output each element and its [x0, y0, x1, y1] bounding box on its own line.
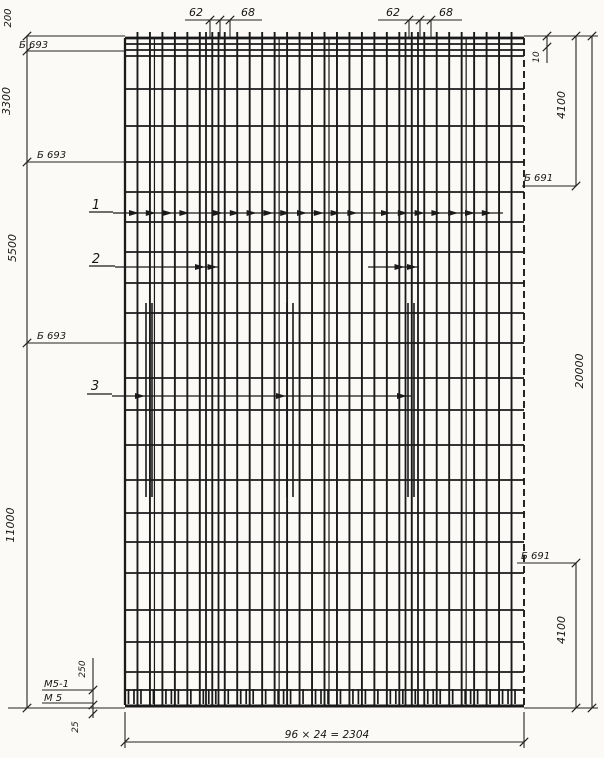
dim-label-11000: 11000 — [4, 507, 17, 543]
mesh-mark-b693-top: Б 693 — [19, 40, 49, 51]
dim-label-25: 25 — [71, 721, 81, 733]
dim-label-68-left: 68 — [241, 6, 255, 19]
dim-label-20000: 20000 — [573, 353, 586, 389]
mesh-mark-b691-top: Б 691 — [524, 173, 554, 184]
position-label-2: 2 — [91, 252, 101, 267]
dim-label-96x24-2304: 96 × 24 = 2304 — [284, 729, 370, 741]
dim-label-200: 200 — [3, 8, 14, 28]
dim-label-250: 250 — [78, 660, 88, 678]
dim-label-4100-top: 4100 — [555, 91, 568, 119]
mesh-mark-m5-1: М5-1 — [44, 679, 69, 690]
dim-label-62-left: 62 — [189, 6, 203, 19]
dim-label-3300: 3300 — [0, 87, 13, 115]
dim-label-4100-bottom: 4100 — [555, 616, 568, 644]
dim-label-5500: 5500 — [6, 234, 19, 262]
position-label-3: 3 — [90, 379, 100, 394]
mesh-mark-b691-bottom: Б 691 — [521, 551, 551, 562]
dim-label-68-right: 68 — [439, 6, 453, 19]
mesh-mark-b693-low: Б 693 — [37, 331, 67, 342]
position-label-1: 1 — [91, 198, 101, 213]
mesh-mark-m5: М 5 — [44, 693, 63, 704]
mesh-mark-b693-mid: Б 693 — [37, 150, 67, 161]
dim-label-62-right: 62 — [386, 6, 400, 19]
dim-label-10: 10 — [532, 51, 542, 63]
